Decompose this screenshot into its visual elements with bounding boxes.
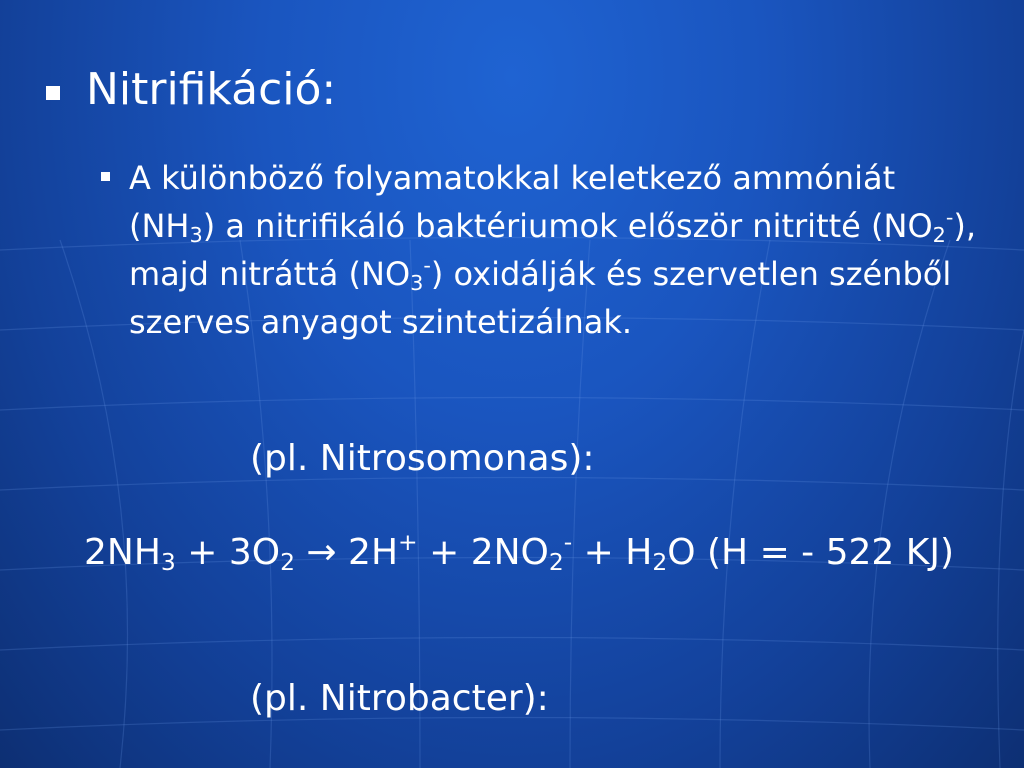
para-sub-2: 2 [932, 223, 946, 248]
example-nitrobacter: (pl. Nitrobacter): [250, 678, 549, 719]
para-text-1: A különböző folyamatokkal keletkező ammóniát (NH [129, 159, 896, 245]
eq-part-f: O (H = - 522 KJ) [667, 532, 955, 573]
para-text-4: ) oxidálják és szervetlen szénből szerves anyagot szintetizálnak. [129, 255, 952, 341]
description-paragraph [129, 154, 989, 346]
eq-sup-d: - [563, 527, 573, 556]
eq-sub-d: 2 [548, 547, 564, 576]
eq-part-c: 2H [348, 532, 399, 573]
reaction-arrow-icon: → [294, 532, 349, 573]
para-sup-3: - [423, 253, 431, 278]
eq-part-d: + 2NO [417, 532, 549, 573]
eq-sup-c: + [398, 527, 418, 556]
para-sup-2: - [945, 205, 954, 230]
eq-sub-b: 2 [280, 547, 295, 576]
sub-bullet-icon [101, 172, 110, 181]
eq-part-b: + 3O [175, 532, 281, 573]
eq-part-a: 2NH [84, 532, 161, 573]
para-text-2: ) a nitrifikáló baktériumok először nitritté (NO [202, 207, 933, 245]
slide-title: Nitrifikáció: [86, 64, 337, 115]
para-text-3: ), majd nitráttá (NO [129, 207, 977, 293]
para-sub-1: 3 [189, 223, 203, 248]
title-bullet-icon [46, 86, 60, 100]
para-sub-3: 3 [410, 271, 424, 296]
eq-sub-e: 2 [652, 547, 668, 576]
reaction-equation [84, 527, 984, 579]
eq-sub-a: 3 [160, 547, 176, 576]
example-nitrosomonas: (pl. Nitrosomonas): [250, 438, 595, 479]
eq-part-e: + H [572, 532, 653, 573]
